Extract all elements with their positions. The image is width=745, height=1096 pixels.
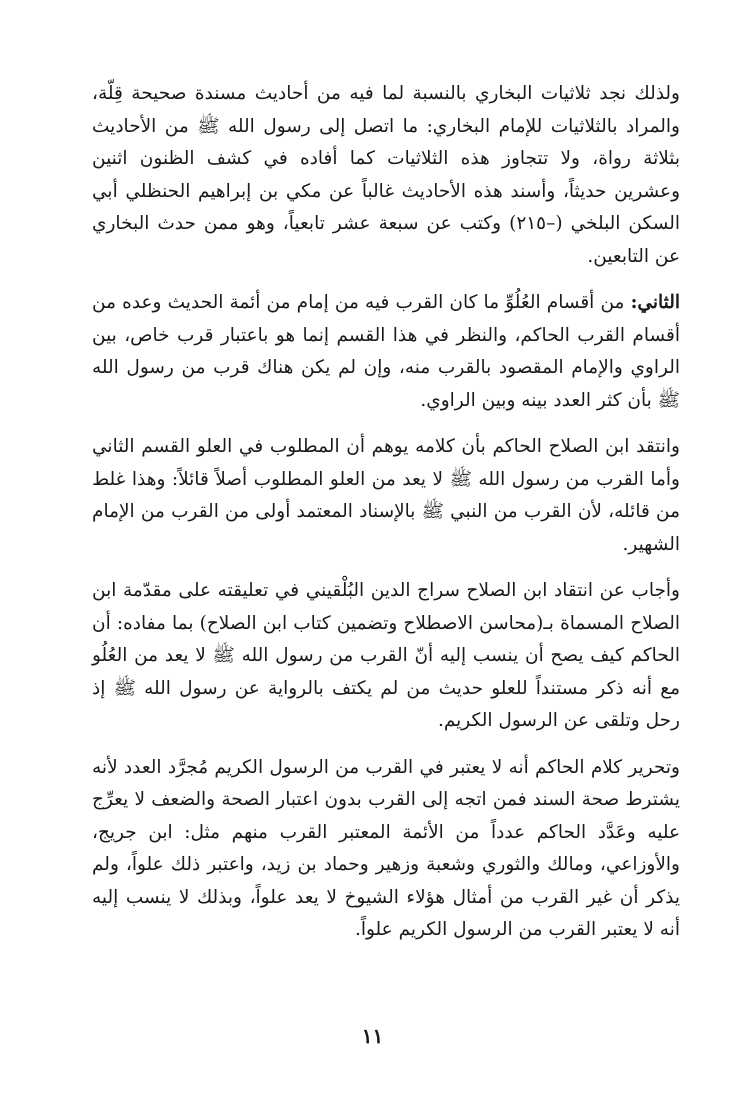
paragraph-text: من أقسام العُلُوِّ ما كان القرب فيه من إمام من أئمة الحديث وعده من أقسام القرب الحاكم، والنظر في هذا القسم إنما هو باعتبار قرب خاص، بين الراوي والإمام المقصود بالقرب منه، وإن لم يكن هناك قرب من رسول الله ﷺ بأن كثر العدد بينه وبين الراوي. xyxy=(92,292,680,411)
paragraph-bulqini-response xyxy=(92,575,680,738)
paragraph-thulathiyat xyxy=(92,78,680,273)
page-number: ١١ xyxy=(361,1024,384,1048)
paragraph-text: وتحرير كلام الحاكم أنه لا يعتبر في القرب من الرسول الكريم مُجرَّد العدد لأنه يشترط صحة السند فمن اتجه إلى القرب بدون اعتبار الصحة والضعف لا يعرِّج عليه وعَدَّد الحاكم عدداً من الأئمة المعتبر القرب منهم مثل: ابن جريج، والأوزاعي، ومالك والثوري وشعبة وزهير وحماد بن زيد، واعتبر ذلك علواً، ولم يذكر أن غير القرب من أمثال هؤلاء الشيوخ لا يعد علواً، وبذلك لا ينسب إليه أنه لا يعتبر القرب من الرسول الكريم علواً. xyxy=(92,756,680,940)
section-label-second: الثاني: xyxy=(630,292,680,313)
page-body xyxy=(92,78,680,947)
paragraph-text: وأجاب عن انتقاد ابن الصلاح سراج الدين البُلْقيني في تعليقته على مقدّمة ابن الصلاح المسماة بـ(محاسن الاصطلاح وتضمين كتاب ابن الصلاح) بما مفاده: أن الحاكم كيف يصح أن ينسب إليه أنّ القرب من رسول الله ﷺ لا يعد من العُلُو مع أنه ذكر مستنداً للعلو حديث من لم يكتف بالرواية عن رسول الله ﷺ إذ رحل وتلقى عن الرسول الكريم. xyxy=(92,580,680,731)
paragraph-text: وانتقد ابن الصلاح الحاكم بأن كلامه يوهم أن المطلوب في العلو القسم الثاني وأما القرب من رسول الله ﷺ لا يعد من العلو المطلوب أصلاً قائلاً: وهذا غلط من قائله، لأن القرب من النبي ﷺ بالإسناد المعتمد أولى من القرب من الإمام الشهير. xyxy=(92,436,680,555)
paragraph-text: ولذلك نجد ثلاثيات البخاري بالنسبة لما فيه من أحاديث مسندة صحيحة قِلّة، والمراد بالثلاثيات للإمام البخاري: ما اتصل إلى رسول الله ﷺ من الأحاديث بثلاثة رواة، ولا تتجاوز هذه الثلاثيات كما أفاده في كشف الظنون اثنين وعشرين حديثاً، وأسند هذه الأحاديث غالباً عن مكي بن إبراهيم الحنظلي أبي السكن البلخي (–٢١٥) وكتب عن سبعة عشر تابعياً، وهو ممن حدث البخاري عن التابعين. xyxy=(92,83,680,267)
paragraph-hakim-clarification xyxy=(92,752,680,947)
paragraph-ibn-salah-critique xyxy=(92,431,680,561)
paragraph-second-category xyxy=(92,287,680,417)
